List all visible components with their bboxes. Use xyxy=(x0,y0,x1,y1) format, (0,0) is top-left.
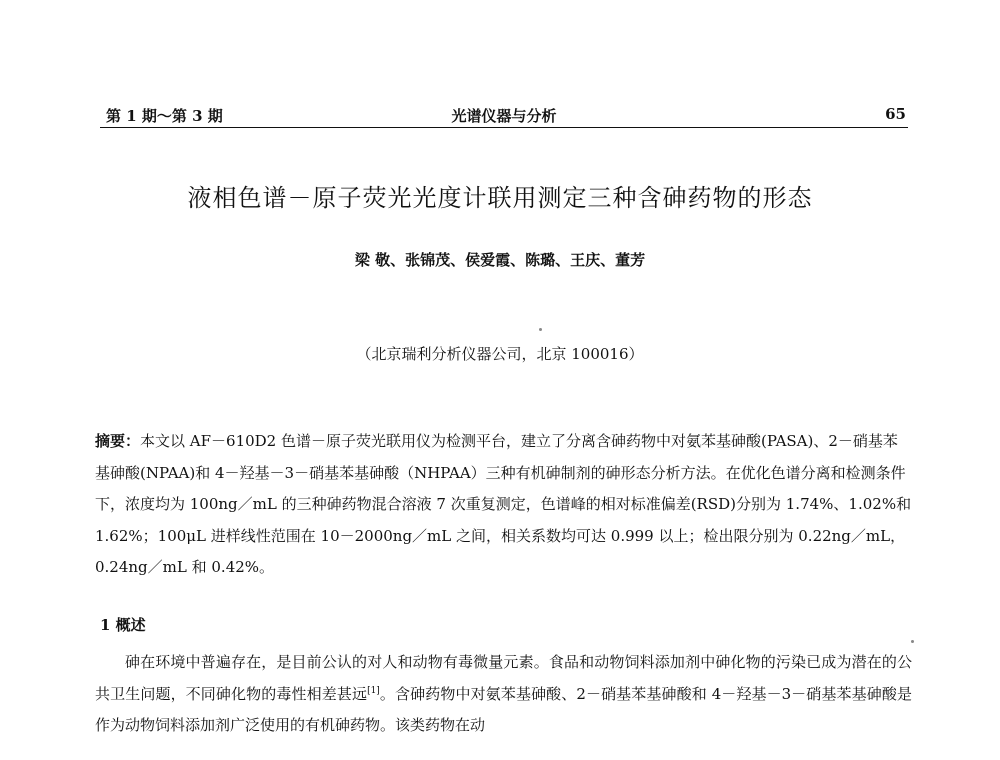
affiliation: （北京瑞利分析仪器公司，北京 100016） xyxy=(356,345,644,363)
page-number: 65 xyxy=(885,105,906,123)
body-paragraph xyxy=(95,647,912,742)
author-list: 梁 敬、张锦茂、侯爱霞、陈璐、王庆、董芳 xyxy=(354,251,646,269)
journal-name: 光谱仪器与分析 xyxy=(451,107,557,125)
running-header xyxy=(100,103,908,128)
scan-speck xyxy=(539,328,542,331)
article-title: 液相色谱－原子荧光光度计联用测定三种含砷药物的形态 xyxy=(187,184,813,212)
issue-label: 第 1 期～第 3 期 xyxy=(106,107,223,125)
abstract-label: 摘要： xyxy=(95,432,141,450)
citation-ref: [1] xyxy=(367,685,380,696)
paragraph-text-continued: 。含砷药物中对氨苯基砷酸、2－硝基苯基砷酸和 4－羟基－3－硝基苯基砷酸是作为动物饲料添加剂广泛使用的有机砷药物。该类药物在动 xyxy=(95,684,912,734)
paragraph-text: 砷在环境中普遍存在，是目前公认的对人和动物有毒微量元素。食品和动物饲料添加剂中砷化物的污染已成为潜在的公共卫生问题，不同砷化物的毒性相差甚远 xyxy=(95,653,912,703)
abstract-text: 本文以 AF－610D2 色谱－原子荧光联用仪为检测平台，建立了分离含砷药物中对氨苯基砷酸(PASA)、2－硝基苯基砷酸(NPAA)和 4－羟基－3－硝基苯基砷酸（NHPAA）三种有机砷制剂的砷形态分析方法。在优化色谱分离和检测条件下，浓度均为 100ng／mL 的三种砷药物混合溶液 7 次重复测定，色谱峰的相对标准偏差(RSD)分别为 1.74%、1.02%和 1.62%；100μL 进样线性范围在 10－2000ng／mL 之间，相关系数均可达 0.999 以上；检出限分别为 0.22ng／mL，0.24ng／mL 和 0.42%。 xyxy=(95,432,912,576)
scan-speck xyxy=(911,640,914,643)
abstract xyxy=(95,426,912,584)
section-heading: 1 概述 xyxy=(100,616,146,634)
